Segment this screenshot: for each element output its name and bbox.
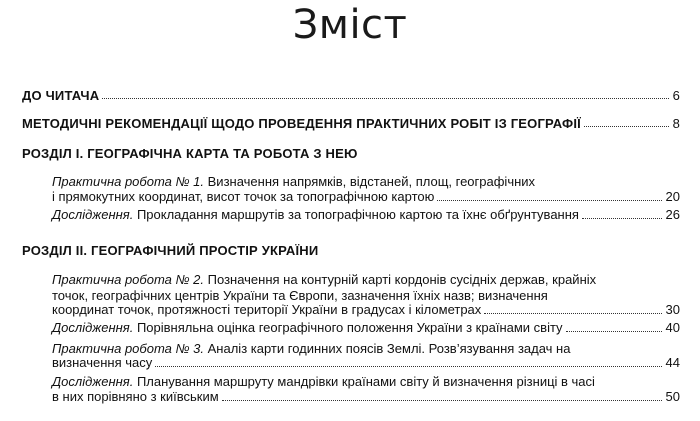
toc-entry-line[interactable] [52, 174, 535, 189]
leader-dots [437, 199, 661, 201]
toc-entry-line[interactable] [52, 272, 596, 287]
leader-dots [484, 312, 661, 314]
entry-text: координат точок, протяжності території України в градусах і кілометрах [52, 302, 482, 317]
entry-text-body: Прокладання маршрутів за топографічною картою та їхнє обґрунтування [136, 207, 579, 222]
page-title: Зміст [292, 2, 408, 48]
leader-dots [566, 330, 662, 332]
toc-entry-methodical-recommendations[interactable] [22, 116, 680, 131]
entry-text-body: Порівняльна оцінка географічного положення України з країнами світу [136, 320, 563, 335]
entry-type-label: Практична робота № 2. [52, 272, 205, 287]
toc-page-number: 50 [665, 389, 680, 404]
entry-text: точок, географічних центрів України та Європи, зазначення їхніх назв; визначення [52, 288, 548, 303]
entry-text [52, 320, 563, 336]
entry-text: Планування маршруту мандрівки країнами світу й визначення різниці в часі [136, 374, 595, 389]
toc-entry-to-reader[interactable] [22, 88, 680, 103]
entry-type-label: Дослідження. [52, 374, 134, 389]
leader-dots [155, 365, 661, 367]
toc-page-number: 30 [665, 302, 680, 317]
entry-type-label: Дослідження. [52, 320, 134, 335]
entry-type-label: Практична робота № 3. [52, 341, 205, 356]
toc-entry-line[interactable] [52, 288, 548, 303]
leader-dots [222, 399, 662, 401]
section-heading-2: РОЗДІЛ ІІ. ГЕОГРАФІЧНИЙ ПРОСТІР УКРАЇНИ [22, 243, 319, 258]
toc-entry-research-2[interactable] [52, 320, 680, 336]
toc-entry-practical-1[interactable] [52, 189, 680, 205]
leader-dots [584, 125, 669, 127]
toc-page-number: 40 [665, 320, 680, 335]
toc-page-number: 6 [672, 88, 680, 103]
leader-dots [582, 217, 662, 219]
entry-text: Визначення напрямків, відстаней, площ, географічних [207, 174, 536, 189]
toc-entry-line[interactable] [52, 374, 595, 389]
toc-entry-research-3[interactable] [52, 389, 680, 405]
section-heading-1: РОЗДІЛ І. ГЕОГРАФІЧНА КАРТА ТА РОБОТА З НЕЮ [22, 146, 358, 161]
toc-entry-line[interactable] [52, 341, 570, 356]
entry-type-label: Практична робота № 1. [52, 174, 205, 189]
toc-entry-practical-2[interactable] [52, 302, 680, 318]
toc-entry-practical-3[interactable] [52, 355, 680, 371]
entry-text [52, 207, 579, 223]
toc-entry-title: МЕТОДИЧНІ РЕКОМЕНДАЦІЇ ЩОДО ПРОВЕДЕННЯ ПРАКТИЧНИХ РОБІТ ІЗ ГЕОГРАФІЇ [22, 116, 581, 131]
entry-text: визначення часу [52, 355, 153, 370]
entry-text: Аналіз карти годинних поясів Землі. Розв’язування задач на [207, 341, 571, 356]
toc-entry-research-1[interactable] [52, 207, 680, 223]
leader-dots [102, 97, 668, 99]
toc-entry-title: ДО ЧИТАЧА [22, 88, 100, 103]
entry-text: в них порівняно з київським [52, 389, 219, 404]
toc-page-number: 44 [665, 355, 680, 370]
entry-type-label: Дослідження. [52, 207, 134, 222]
toc-page-number: 20 [665, 189, 680, 204]
entry-text: Позначення на контурній карті кордонів сусідніх держав, крайніх [207, 272, 597, 287]
toc-page-number: 8 [672, 116, 680, 131]
entry-text: і прямокутних координат, висот точок за топографічною картою [52, 189, 435, 204]
toc-page-number: 26 [665, 207, 680, 222]
